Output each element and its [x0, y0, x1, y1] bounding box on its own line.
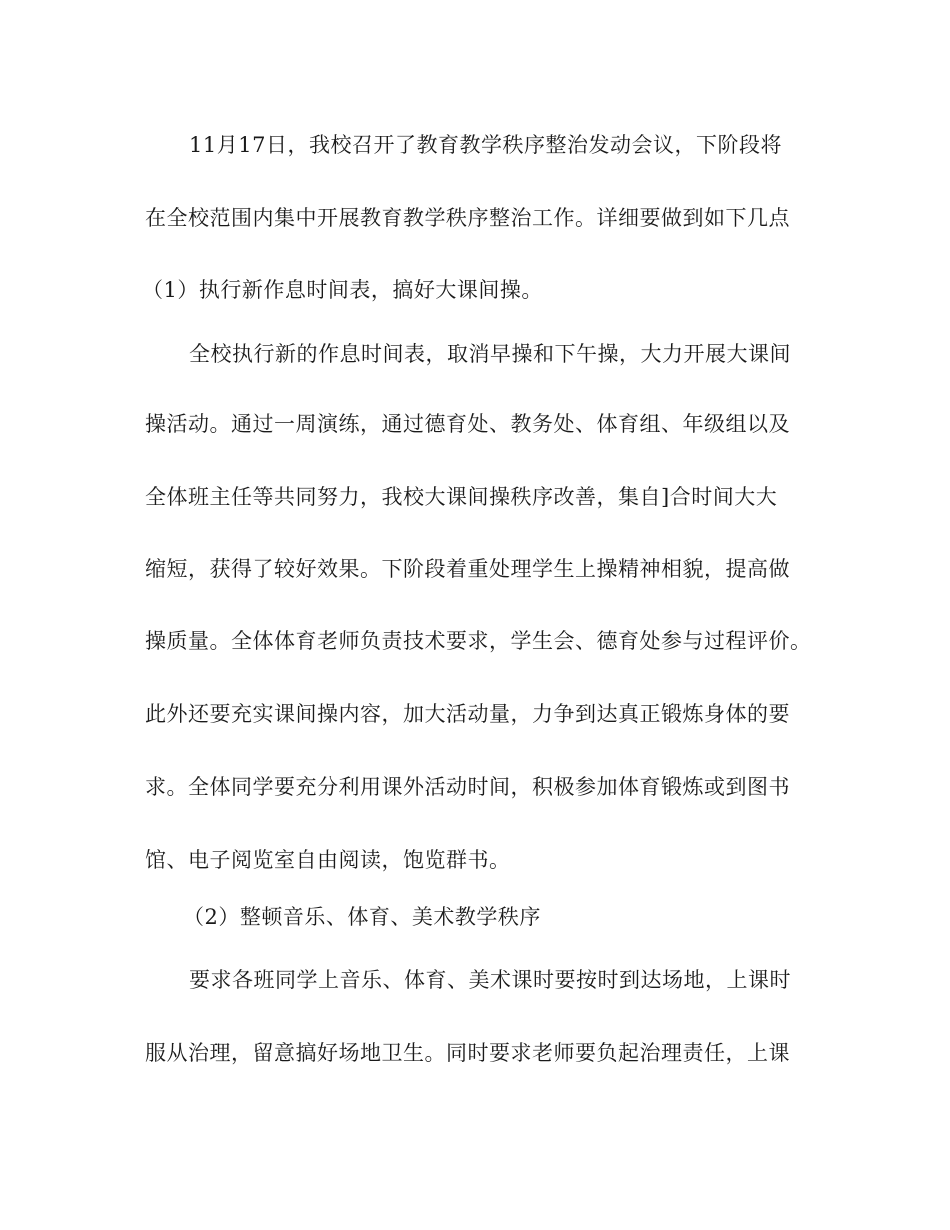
paragraph-line: 在全校范围内集中开展教育教学秩序整治工作。详细要做到如下几点 — [145, 206, 790, 230]
paragraph-line: 缩短，获得了较好效果。下阶段着重处理学生上操精神相貌，提高做 — [145, 557, 790, 581]
paragraph-line: 操质量。全体体育老师负责技术要求，学生会、德育处参与过程评价。 — [145, 629, 812, 653]
paragraph-line: 11月17日，我校召开了教育教学秩序整治发动会议，下阶段将 — [189, 133, 782, 157]
paragraph-line: 操活动。通过一周演练，通过德育处、教务处、体育组、年级组以及 — [145, 412, 790, 436]
paragraph-line: 服从治理，留意搞好场地卫生。同时要求老师要负起治理责任，上课 — [145, 1041, 790, 1065]
section-heading: （2）整顿音乐、体育、美术教学秩序 — [183, 905, 541, 929]
paragraph-line: 此外还要充实课间操内容，加大活动量，力争到达真正锻炼身体的要 — [145, 702, 790, 726]
paragraph-line: 全校执行新的作息时间表，取消早操和下午操，大力开展大课间 — [189, 342, 791, 366]
paragraph-line: 要求各班同学上音乐、体育、美术课时要按时到达场地，上课时 — [189, 968, 791, 992]
section-heading: （1）执行新作息时间表，搞好大课间操。 — [142, 278, 543, 302]
paragraph-line: 全体班主任等共同努力，我校大课间操秩序改善，集自]合时间大大 — [145, 485, 778, 509]
paragraph-line: 馆、电子阅览室自由阅读，饱览群书。 — [145, 848, 511, 872]
paragraph-line: 求。全体同学要充分利用课外活动时间，积极参加体育锻炼或到图书 — [145, 775, 790, 799]
